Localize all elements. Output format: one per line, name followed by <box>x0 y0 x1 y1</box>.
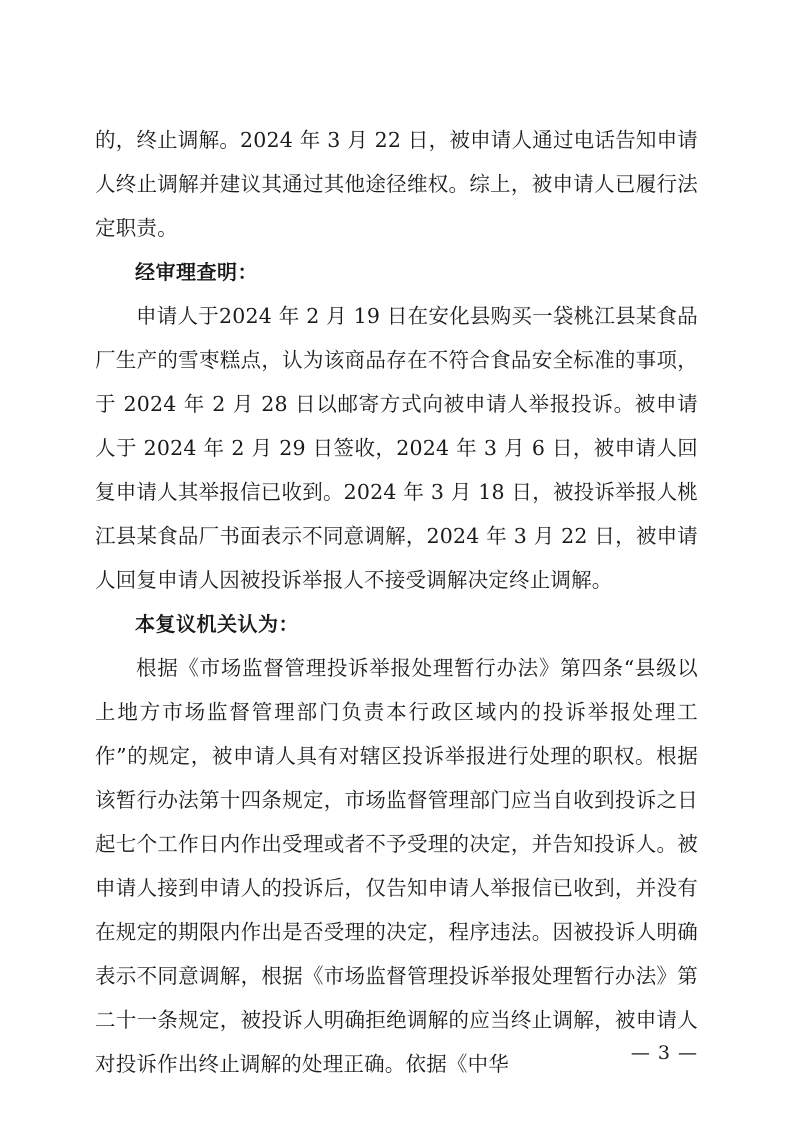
paragraph-continuation: 的，终止调解。2024 年 3 月 22 日，被申请人通过电话告知申请人终止调解并建议其通过其他途径维权。综上，被申请人已履行法定职责。 <box>95 128 698 240</box>
heading-findings: 经审理查明： <box>135 260 258 284</box>
page-number-footer: — 3 — <box>630 1042 698 1064</box>
document-body <box>95 118 698 1086</box>
heading-opinion: 本复议机关认为： <box>135 612 299 636</box>
paragraph-findings: 申请人于2024 年 2 月 19 日在安化县购买一袋桃江县某食品厂生产的雪枣糕点，认为该商品存在不符合食品安全标准的事项，于 2024 年 2 月 28 日以邮寄方式向被申请人举报投诉。被申请人于 2024 年 2 月 29 日签收，2024 年 3 月 6 日，被申请人回复申请人其举报信已收到。2024 年 3 月 18 日，被投诉举报人桃江县某食品厂书面表示不同意调解，2024 年 3 月 22 日，被申请人回复申请人因被投诉举报人不接受调解决定终止调解。 <box>95 304 698 592</box>
paragraph-opinion: 根据《市场监督管理投诉举报处理暂行办法》第四条“县级以上地方市场监督管理部门负责本行政区域内的投诉举报处理工作”的规定，被申请人具有对辖区投诉举报进行处理的职权。根据该暂行办法第十四条规定，市场监督管理部门应当自收到投诉之日起七个工作日内作出受理或者不予受理的决定，并告知投诉人。被申请人接到申请人的投诉后，仅告知申请人举报信已收到，并没有在规定的期限内作出是否受理的决定，程序违法。因被投诉人明确表示不同意调解，根据《市场监督管理投诉举报处理暂行办法》第二十一条规定，被投诉人明确拒绝调解的应当终止调解，被申请人对投诉作出终止调解的处理正确。依据《中华 <box>95 656 698 1076</box>
